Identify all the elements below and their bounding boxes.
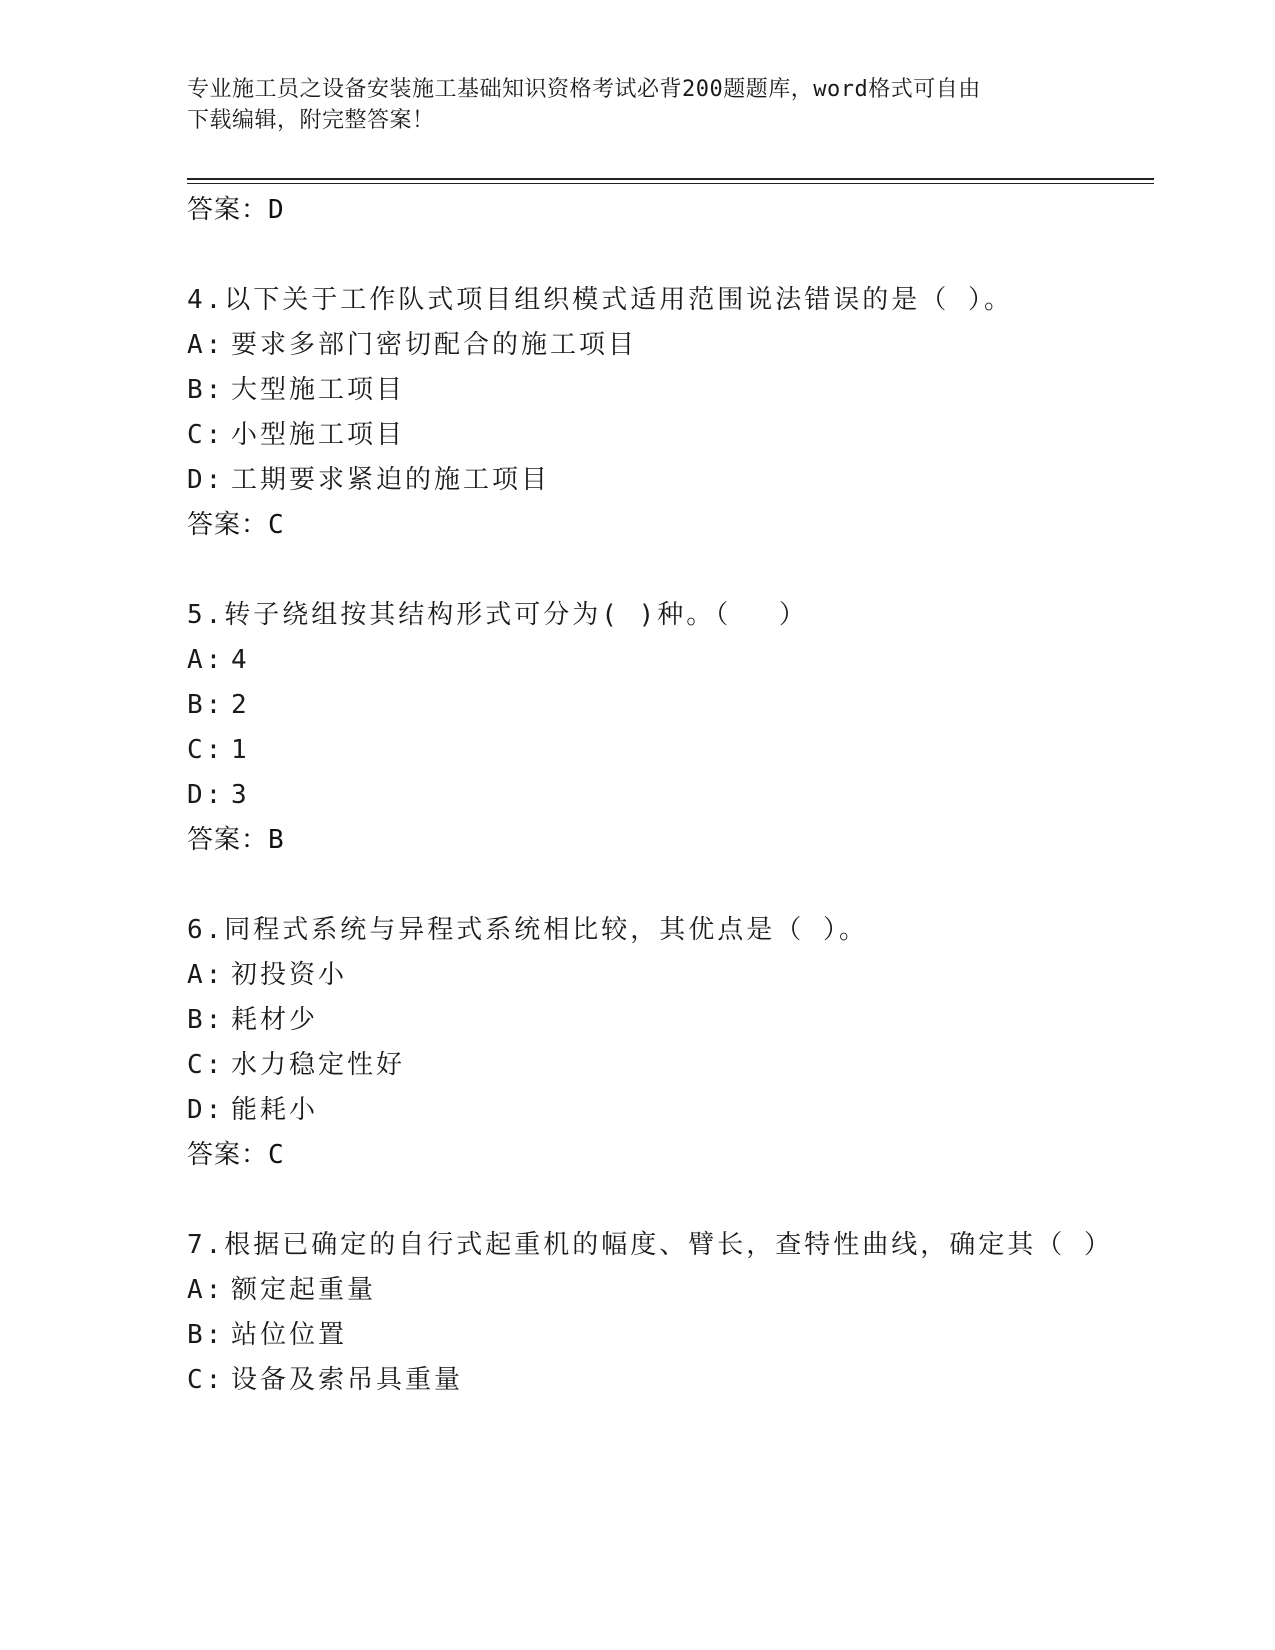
option-text: 耗材少 <box>231 1005 319 1035</box>
option-key: B: <box>187 1320 225 1350</box>
option-text: 3 <box>231 780 250 810</box>
question-stem: 6.同程式系统与异程式系统相比较，其优点是（ ）。 <box>187 915 868 945</box>
question-list <box>187 188 1147 1403</box>
option-key: D: <box>187 465 225 495</box>
header-line-1: 专业施工员之设备安装施工基础知识资格考试必背200题题库，word格式可自由 <box>187 77 981 102</box>
option-d <box>187 458 1147 503</box>
option-a <box>187 638 1147 683</box>
option-key: B: <box>187 375 225 405</box>
option-b <box>187 1313 1147 1358</box>
option-text: 大型施工项目 <box>231 375 406 405</box>
answer-line: 答案：B <box>187 825 285 855</box>
option-text: 站位位置 <box>231 1320 348 1350</box>
header-divider-thin <box>187 183 1154 184</box>
option-text: 小型施工项目 <box>231 420 406 450</box>
option-key: A: <box>187 1275 225 1305</box>
option-key: A: <box>187 645 225 675</box>
option-text: 水力稳定性好 <box>231 1050 406 1080</box>
question-5 <box>187 593 1147 863</box>
option-key: C: <box>187 1365 225 1395</box>
question-4 <box>187 278 1147 548</box>
option-b <box>187 368 1147 413</box>
option-text: 2 <box>231 690 250 720</box>
question-6 <box>187 908 1147 1178</box>
option-c <box>187 1043 1147 1088</box>
header-line-2: 下载编辑，附完整答案！ <box>187 108 435 133</box>
question-stem: 7.根据已确定的自行式起重机的幅度、臂长，查特性曲线，确定其（ ） <box>187 1230 1113 1260</box>
previous-answer: 答案：D <box>187 195 285 225</box>
option-text: 能耗小 <box>231 1095 319 1125</box>
option-c <box>187 413 1147 458</box>
option-key: D: <box>187 1095 225 1125</box>
option-key: C: <box>187 420 225 450</box>
option-text: 初投资小 <box>231 960 348 990</box>
header-divider-thick <box>187 178 1154 180</box>
option-key: A: <box>187 330 225 360</box>
option-text: 1 <box>231 735 250 765</box>
answer-line: 答案：C <box>187 510 285 540</box>
question-stem: 5.转子绕组按其结构形式可分为( )种。（ ） <box>187 600 808 630</box>
option-a <box>187 1268 1147 1313</box>
option-key: D: <box>187 780 225 810</box>
option-key: B: <box>187 1005 225 1035</box>
option-d <box>187 1088 1147 1133</box>
option-key: C: <box>187 735 225 765</box>
option-a <box>187 953 1147 998</box>
option-text: 要求多部门密切配合的施工项目 <box>231 330 638 360</box>
question-7 <box>187 1223 1147 1403</box>
option-text: 4 <box>231 645 250 675</box>
option-text: 额定起重量 <box>231 1275 377 1305</box>
answer-line: 答案：C <box>187 1140 285 1170</box>
option-text: 设备及索吊具重量 <box>231 1365 464 1395</box>
option-key: A: <box>187 960 225 990</box>
document-header <box>187 74 1067 136</box>
option-text: 工期要求紧迫的施工项目 <box>231 465 551 495</box>
option-c <box>187 728 1147 773</box>
option-key: C: <box>187 1050 225 1080</box>
option-b <box>187 998 1147 1043</box>
option-key: B: <box>187 690 225 720</box>
option-d <box>187 773 1147 818</box>
question-stem: 4.以下关于工作队式项目组织模式适用范围说法错误的是（ ）。 <box>187 285 1013 315</box>
option-a <box>187 323 1147 368</box>
option-c <box>187 1358 1147 1403</box>
option-b <box>187 683 1147 728</box>
